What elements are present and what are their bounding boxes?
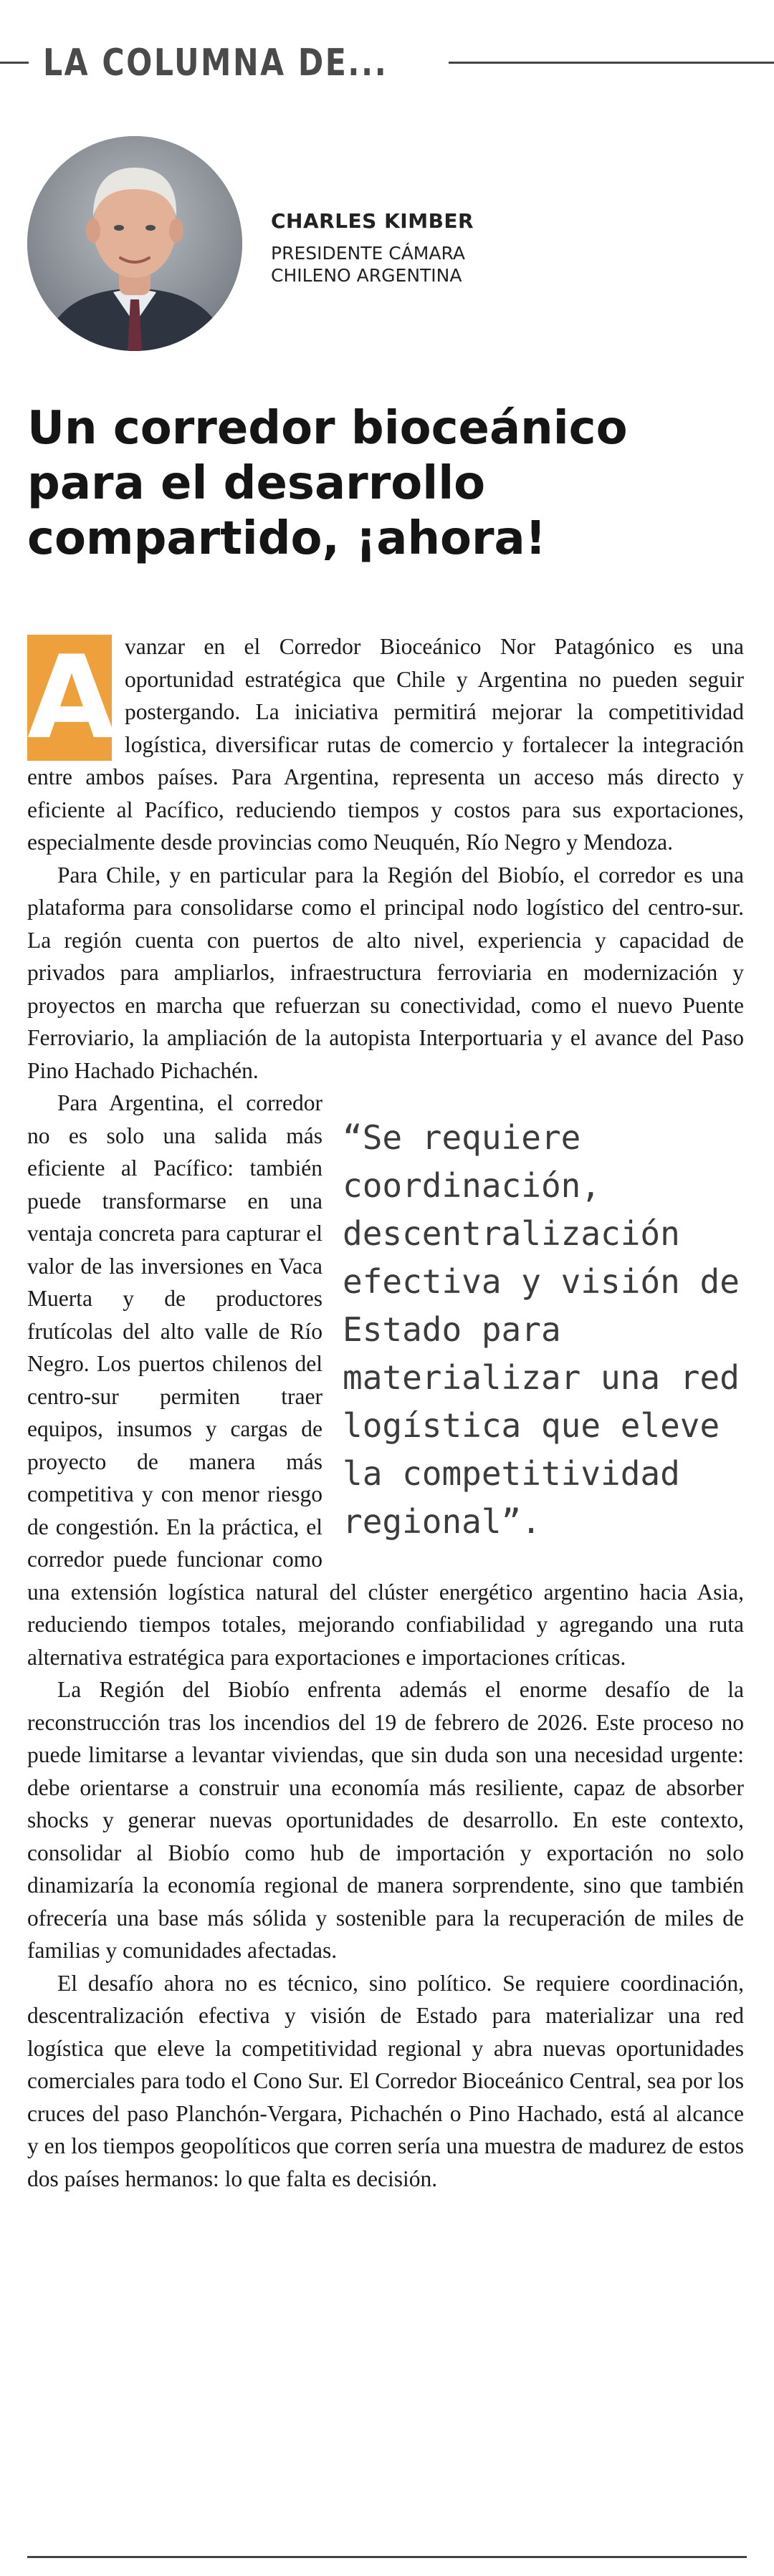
paragraph-1	[27, 630, 744, 859]
section-header	[0, 34, 774, 92]
header-rule-left	[0, 62, 29, 64]
pull-quote: “Se requiere coordinación, descentralización efectiva y visión de Estado para materializar una red logística que eleve la competitividad regional”.	[343, 1118, 740, 1541]
article-headline: Un corredor bioceánico para el desarrollo compartido, ¡ahora!	[27, 402, 628, 565]
article-body	[27, 630, 744, 2195]
paragraph-3	[27, 1087, 744, 1673]
section-kicker: LA COLUMNA DE...	[43, 42, 388, 85]
author-role: PRESIDENTE CÁMARA CHILENO ARGENTINA	[271, 243, 465, 286]
footer-rule	[27, 2556, 747, 2558]
paragraph-4: La Región del Biobío enfrenta además el enorme desafío de la reconstrucción tras los incendios del 19 de febrero de 2026. Este proceso no puede limitarse a levantar viviendas, que sin duda son una necesidad urgente: debe orientarse a construir una economía más resiliente, capaz de absorber shocks y generar nuevas oportunidades de desarrollo. En este contexto, consolidar al Biobío como hub de importación y exportación no solo dinamizaría la economía regional de manera sorprendente, sino que también ofrecería una base más sólida y sostenible para la recuperación de miles de familias y comunidades afectadas.	[27, 1677, 744, 1963]
paragraph-3-text: Para Argentina, el corredor no es solo una salida más eficiente al Pacífico: también puede transformarse en una ventaja concreta para capturar el valor de las inversiones en Vaca Muerta y de productores frutícolas del alto valle de Río Negro. Los puertos chilenos del centro-sur permiten traer equipos, insumos y cargas de proyecto de manera más competitiva y con menor riesgo de congestión. En la práctica, el corredor puede funcionar como una extensión logística natural del clúster energético argentino hacia Asia, reduciendo tiempos totales, mejorando confiabilidad y agregando una ruta alternativa estratégica para exportaciones e importaciones críticas.	[27, 1090, 744, 1670]
author-portrait-illustration	[27, 136, 242, 351]
header-rule-right	[449, 62, 774, 64]
author-name: CHARLES KIMBER	[271, 209, 474, 233]
paragraph-2: Para Chile, y en particular para la Región del Biobío, el corredor es una plataforma para consolidarse como el principal nodo logístico del centro-sur. La región cuenta con puertos de alto nivel, experiencia y capacidad de privados para ampliarlos, infraestructura ferroviaria en modernización y proyectos en marcha que refuerzan su conectividad, como el nuevo Puente Ferroviario, la ampliación de la autopista Interportuaria y el avance del Paso Pino Hachado Pichachén.	[27, 862, 744, 1083]
paragraph-5: El desafío ahora no es técnico, sino político. Se requiere coordinación, descentralización efectiva y visión de Estado para materializar una red logística que eleve la competitividad regional y abra nuevas oportunidades comerciales para todo el Cono Sur. El Corredor Bioceánico Central, sea por los cruces del paso Planchón-Vergara, Pichachén o Pino Hachado, está al alcance y en los tiempos geopolíticos que corren sería una muestra de madurez de estos dos países hermanos: lo que falta es decisión.	[27, 1970, 744, 2191]
author-photo	[27, 136, 242, 351]
dropcap-letter: A	[27, 630, 116, 764]
paragraph-1-text: vanzar en el Corredor Bioceánico Nor Patagónico es una oportunidad estratégica que Chile y Argentina no pueden seguir postergando. La iniciativa permitirá mejorar la competitividad logística, diversificar rutas de comercio y fortalecer la integración entre ambos países. Para Argentina, representa un acceso más directo y eficiente al Pacífico, reduciendo tiempos y costos para sus exportaciones, especialmente desde provincias como Neuquén, Río Negro y Mendoza.	[27, 634, 744, 855]
